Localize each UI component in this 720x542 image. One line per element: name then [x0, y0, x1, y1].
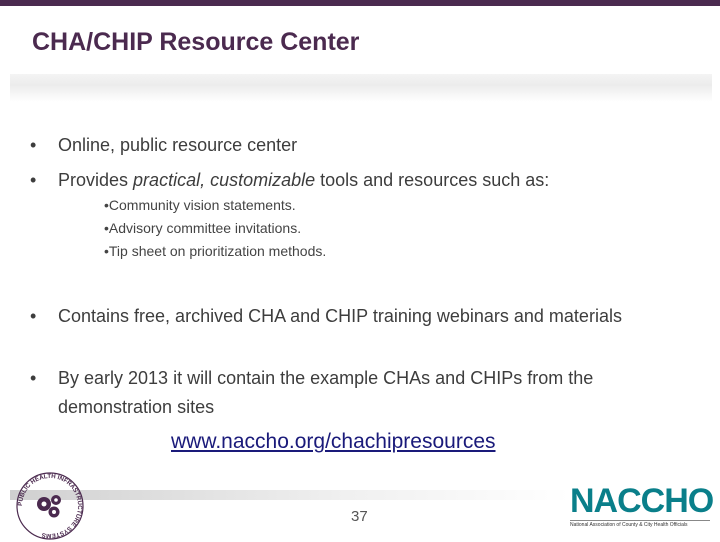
bullet-2: [30, 166, 670, 195]
bullet-text: [58, 166, 670, 195]
slide-title: CHA/CHIP Resource Center: [32, 28, 360, 56]
naccho-tagline: National Association of County & City Health Officials: [570, 520, 710, 528]
bullet-text-prefix: Provides: [58, 170, 134, 190]
top-accent-bar: [0, 0, 720, 6]
bullet-dot: •: [30, 135, 37, 155]
bullet-dot: •: [30, 368, 37, 388]
naccho-logo: [570, 482, 714, 532]
footer-divider: [10, 490, 570, 500]
page-number: 37: [351, 508, 368, 525]
sub-bullet-1: •Community vision statements.: [104, 197, 296, 213]
resource-link[interactable]: www.naccho.org/chachipresources: [171, 430, 496, 453]
naccho-wordmark: NACCHO: [570, 482, 714, 520]
bullet-1: [30, 131, 670, 160]
bullet-text: Online, public resource center: [58, 135, 298, 155]
gears-icon: [37, 495, 61, 518]
bullet-text: Contains free, archived CHA and CHIP training webinars and materials: [58, 306, 622, 326]
public-health-infrastructure-seal-logo: [14, 470, 86, 542]
bullet-dot: •: [30, 170, 37, 190]
bullet-text-suffix: tools and resources such as:: [315, 170, 550, 190]
sub-bullet-2: •Advisory committee invitations.: [104, 220, 302, 236]
bullet-emphasis: practical, customizable: [133, 170, 316, 190]
bullet-3: [30, 302, 670, 331]
bullet-text: By early 2013 it will contain the example CHAs and CHIPs from the demonstration sites: [58, 368, 594, 417]
sub-bullet-3: •Tip sheet on prioritization methods.: [104, 243, 327, 259]
title-divider-band: [10, 74, 712, 102]
bullet-4: [30, 364, 670, 422]
bullet-dot: •: [30, 306, 37, 326]
seal-text: PUBLIC HEALTH INFRASTRUCTURE SYSTEMS: [16, 472, 84, 540]
